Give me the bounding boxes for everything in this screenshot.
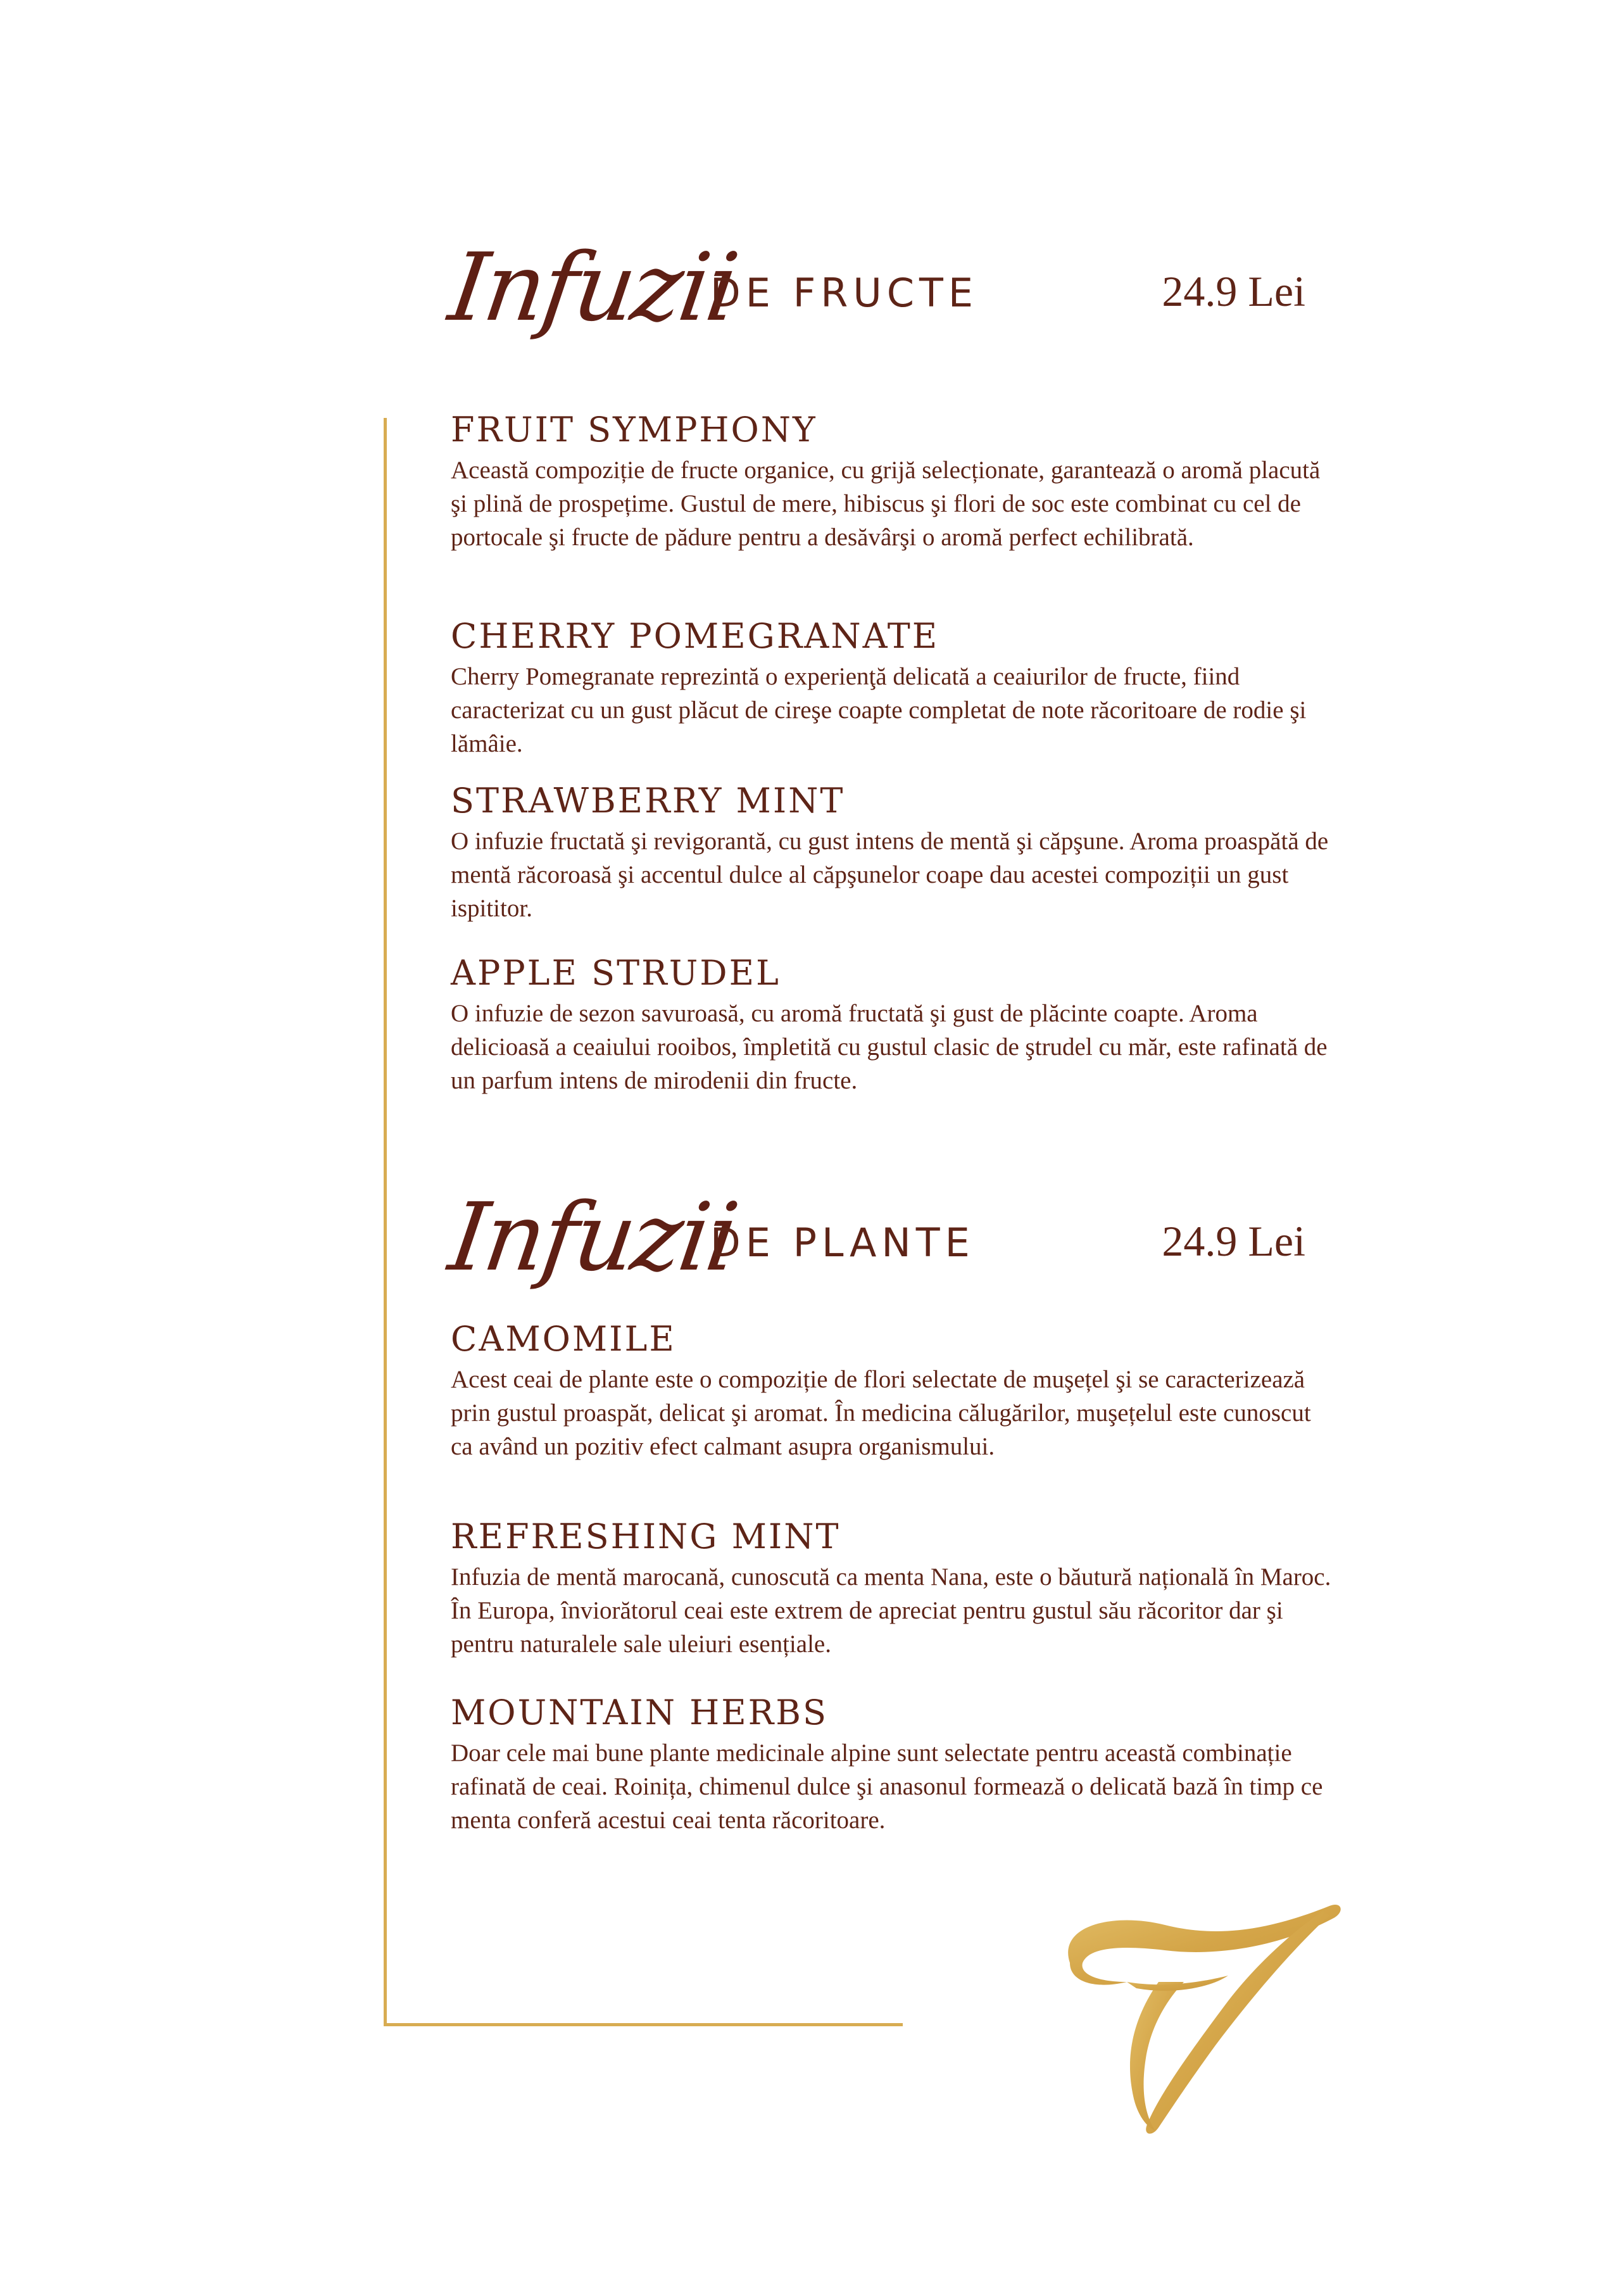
section-price: 24.9 Lei — [1162, 1217, 1305, 1265]
gold-frame-vertical-line — [384, 418, 387, 2026]
menu-item-description: O infuzie fructată şi revigorantă, cu gust intens de mentă şi căpşune. Aroma proaspătă de mentă răcoroasă şi accentul dulce al căpşunelor coape dau acestei compoziții un gust ispititor. — [451, 828, 1329, 922]
gold-flourish-icon — [1000, 1887, 1355, 2153]
section-price: 24.9 Lei — [1162, 267, 1305, 315]
menu-item-name: CAMOMILE — [451, 1319, 676, 1359]
menu-item-camomile — [451, 1319, 1337, 1463]
menu-item-name: MOUNTAIN HERBS — [451, 1693, 828, 1732]
menu-item-description: Cherry Pomegranate reprezintă o experienţă delicată a ceaiurilor de fructe, fiind caracterizat cu un gust plăcut de cireşe coapte completat de note răcoritoare de rodie şi lămâie. — [451, 663, 1307, 757]
menu-item-cherry-pomegranate — [451, 616, 1337, 760]
section-script-title: Infuzii — [443, 1183, 743, 1292]
section-script-title: Infuzii — [443, 233, 743, 342]
menu-item-description: Doar cele mai bune plante medicinale alpine sunt selectate pentru această combinație rafinată de ceai. Roinița, chimenul dulce şi anasonul formează o delicată bază în timp ce menta conferă acestui ceai tenta răcoritoare. — [451, 1739, 1323, 1834]
menu-item-mountain-herbs — [451, 1693, 1337, 1837]
section-header-fructe — [443, 233, 1305, 355]
gold-frame-horizontal-line — [384, 2023, 903, 2026]
menu-item-strawberry-mint — [451, 781, 1337, 925]
menu-item-name: STRAWBERRY MINT — [451, 781, 845, 821]
menu-item-name: APPLE STRUDEL — [451, 953, 781, 993]
section-header-plante — [443, 1183, 1305, 1304]
menu-item-name: CHERRY POMEGRANATE — [451, 616, 939, 656]
menu-item-apple-strudel — [451, 953, 1337, 1097]
menu-item-name: REFRESHING MINT — [451, 1517, 841, 1556]
menu-item-fruit-symphony — [451, 410, 1337, 554]
menu-item-description: O infuzie de sezon savuroasă, cu aromă fructată şi gust de plăcinte coapte. Aroma delicioasă a ceaiului rooibos, împletită cu gustul clasic de ştrudel cu măr, este rafinată de un parfum intens de mirodenii din fructe. — [451, 1000, 1328, 1094]
section-subtitle: DE PLANTE — [710, 1220, 975, 1266]
menu-item-description: Această compoziție de fructe organice, cu grijă selecționate, garantează o aromă placută şi plină de prospețime. Gustul de mere, hibiscus şi flori de soc este combinat cu cel de portocale şi fructe de pădure pentru a desăvârşi o aromă perfect echilibrată. — [451, 457, 1321, 551]
menu-item-refreshing-mint — [451, 1517, 1337, 1661]
section-subtitle: DE FRUCTE — [710, 270, 979, 316]
menu-item-name: FRUIT SYMPHONY — [451, 410, 817, 450]
menu-item-description: Acest ceai de plante este o compoziție de flori selectate de muşețel şi se caracterizează prin gustul proaspăt, delicat şi aromat. În medicina călugărilor, muşețelul este cunoscut ca având un pozitiv efect calmant asupra organismului. — [451, 1366, 1311, 1460]
menu-item-description: Infuzia de mentă marocană, cunoscută ca menta Nana, este o băutură națională în Maroc. În Europa, înviorătorul ceai este extrem de apreciat pentru gustul său răcoritor dar şi pentru naturalele sale uleiuri esențiale. — [451, 1563, 1331, 1658]
